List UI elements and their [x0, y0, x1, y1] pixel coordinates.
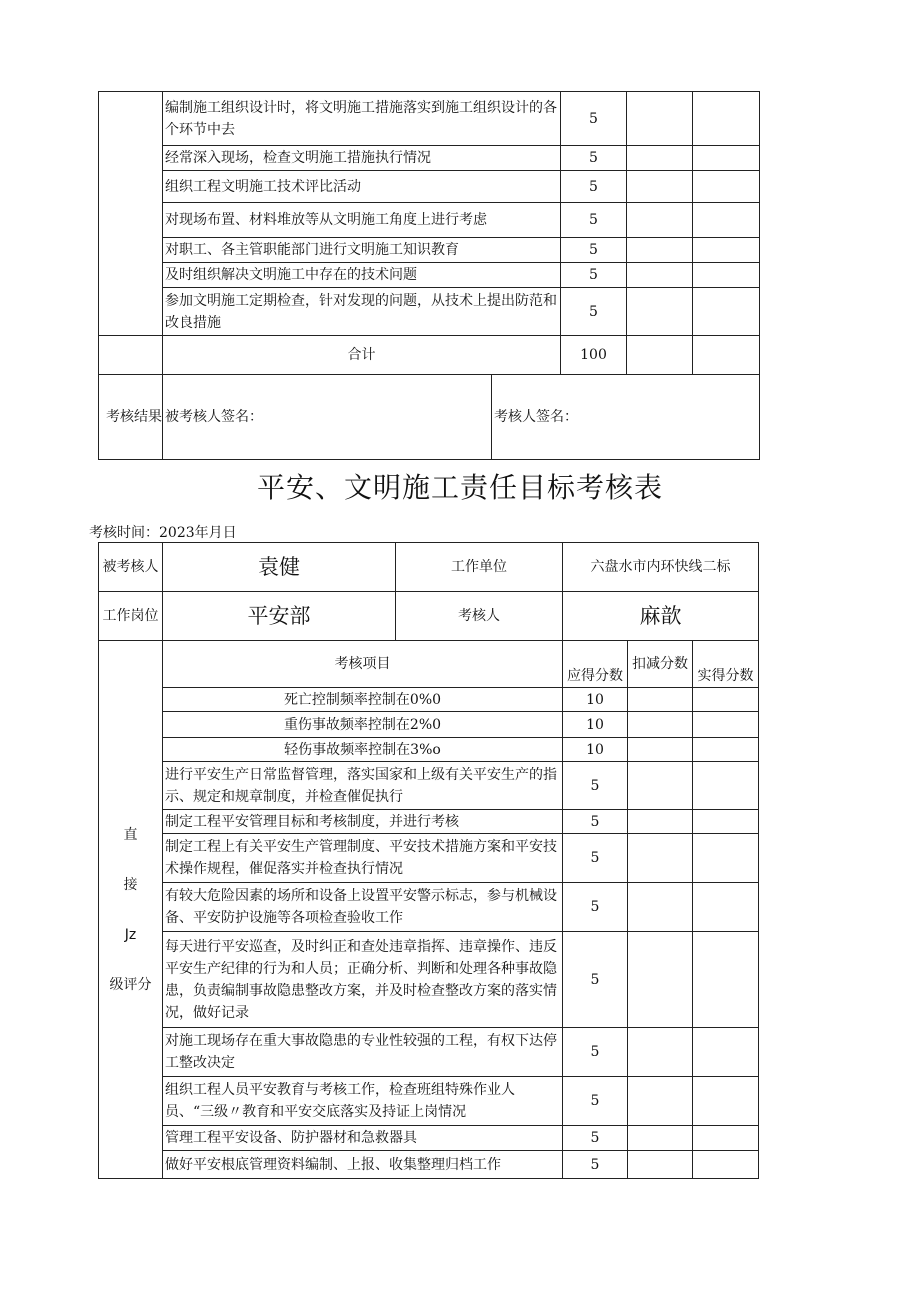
- deduct-cell[interactable]: [628, 738, 693, 762]
- item-text: 轻伤事故频率控制在3%o: [163, 738, 563, 762]
- deduct-cell[interactable]: [628, 1151, 693, 1179]
- item-text: 有较大危险因素的场所和设备上设置平安警示标志，参与机械设备、平安防护设施等各项检查验收工作: [163, 883, 563, 932]
- actual-cell[interactable]: [693, 712, 759, 738]
- actual-cell[interactable]: [693, 238, 760, 263]
- item-text: 制定工程上有关平安生产管理制度、平安技术措施方案和平安技术操作规程，催促落实并检查执行情况: [163, 834, 563, 883]
- item-text: 经常深入现场，检查文明施工措施执行情况: [163, 146, 561, 171]
- item-text: 对职工、各主管职能部门进行文明施工知识教育: [163, 238, 561, 263]
- exam-time: 考核时间：2023年月日: [89, 525, 237, 541]
- examinee-label: 被考核人: [99, 543, 163, 592]
- deduct-cell[interactable]: [627, 92, 693, 146]
- header-actual: 实得分数: [693, 641, 759, 688]
- item-text: 参加文明施工定期检查，针对发现的问题，从技术上提出防范和改良措施: [163, 288, 561, 336]
- actual-cell[interactable]: [693, 834, 759, 883]
- direct-score-label: [99, 641, 163, 1179]
- item-text: 每天进行平安巡查，及时纠正和查处违章指挥、违章操作、违反平安生产纪律的行为和人员；正确分析、判断和处理各种事故隐患，负责编制事故隐患整改方案，并及时检查整改方案的落实情况，做好记录: [163, 932, 563, 1028]
- item-text: 做好平安根底管理资料编制、上报、收集整理归档工作: [163, 1151, 563, 1179]
- deduct-cell[interactable]: [628, 762, 693, 810]
- actual-cell[interactable]: [693, 263, 760, 288]
- side-char: 级评分: [109, 976, 152, 993]
- deduct-cell[interactable]: [627, 263, 693, 288]
- item-text: 组织工程人员平安教育与考核工作，检查班组特殊作业人员、“三级〃教育和平安交底落实及持证上岗情况: [163, 1077, 563, 1126]
- actual-cell[interactable]: [693, 288, 760, 336]
- item-score: 5: [563, 883, 628, 932]
- deduct-cell[interactable]: [628, 810, 693, 834]
- actual-cell[interactable]: [693, 1126, 759, 1151]
- deduct-cell[interactable]: [627, 203, 693, 238]
- examinee-signature[interactable]: 被考核人签名：: [163, 375, 492, 460]
- item-score: 5: [563, 762, 628, 810]
- deduct-cell[interactable]: [628, 834, 693, 883]
- deduct-cell[interactable]: [627, 238, 693, 263]
- top-assessment-table: [98, 91, 760, 460]
- side-char: Jz: [124, 926, 137, 943]
- deduct-cell[interactable]: [628, 932, 693, 1028]
- result-label: 考核结果: [99, 375, 163, 460]
- examiner-label: 考核人: [396, 592, 563, 641]
- side-char: 直: [123, 826, 138, 843]
- deduct-cell[interactable]: [627, 288, 693, 336]
- actual-cell[interactable]: [693, 932, 759, 1028]
- actual-cell[interactable]: [693, 883, 759, 932]
- actual-cell[interactable]: [693, 203, 760, 238]
- deduct-cell[interactable]: [628, 1126, 693, 1151]
- item-score: 5: [561, 263, 627, 288]
- item-score: 5: [563, 1077, 628, 1126]
- item-score: 5: [563, 932, 628, 1028]
- post-label: 工作岗位: [99, 592, 163, 641]
- header-item: 考核项目: [163, 641, 563, 688]
- actual-cell[interactable]: [693, 688, 759, 712]
- actual-cell[interactable]: [693, 762, 759, 810]
- actual-cell[interactable]: [693, 146, 760, 171]
- actual-cell[interactable]: [693, 92, 760, 146]
- item-score: 5: [561, 92, 627, 146]
- actual-cell[interactable]: [693, 1077, 759, 1126]
- item-score: 5: [563, 810, 628, 834]
- item-text: 对施工现场存在重大事故隐患的专业性较强的工程，有权下达停工整改决定: [163, 1028, 563, 1077]
- deduct-cell[interactable]: [628, 1077, 693, 1126]
- header-deduct: 扣减分数: [628, 641, 693, 688]
- deduct-cell[interactable]: [628, 883, 693, 932]
- item-text: 管理工程平安设备、防护器材和急救器具: [163, 1126, 563, 1151]
- deduct-cell[interactable]: [628, 712, 693, 738]
- left-blank-cell: [99, 336, 163, 375]
- actual-cell[interactable]: [693, 738, 759, 762]
- item-score: 5: [561, 203, 627, 238]
- unit-label: 工作单位: [396, 543, 563, 592]
- item-score: 5: [563, 1126, 628, 1151]
- item-text: 组织工程文明施工技术评比活动: [163, 171, 561, 203]
- safety-assessment-table: [98, 542, 759, 1179]
- actual-total-cell[interactable]: [693, 336, 760, 375]
- actual-cell[interactable]: [693, 1028, 759, 1077]
- deduct-cell[interactable]: [628, 688, 693, 712]
- deduct-total-cell[interactable]: [627, 336, 693, 375]
- item-text: 重伤事故频率控制在2%0: [163, 712, 563, 738]
- item-text: 进行平安生产日常监督管理，落实国家和上级有关平安生产的指示、规定和规章制度，并检查催促执行: [163, 762, 563, 810]
- page-title: 平安、文明施工责任目标考核表: [256, 471, 663, 504]
- examiner-signature[interactable]: 考核人签名：: [492, 375, 760, 460]
- left-blank-cell: [99, 92, 163, 336]
- item-text: 制定工程平安管理目标和考核制度，并进行考核: [163, 810, 563, 834]
- item-text: 死亡控制频率控制在0%0: [163, 688, 563, 712]
- total-value: 100: [561, 336, 627, 375]
- item-score: 5: [561, 171, 627, 203]
- side-char: 接: [123, 876, 138, 893]
- post-value: 平安部: [163, 592, 396, 641]
- deduct-cell[interactable]: [628, 1028, 693, 1077]
- item-score: 5: [563, 834, 628, 883]
- item-text: 及时组织解决文明施工中存在的技术问题: [163, 263, 561, 288]
- deduct-cell[interactable]: [627, 171, 693, 203]
- item-score: 10: [563, 688, 628, 712]
- item-score: 10: [563, 738, 628, 762]
- item-score: 5: [561, 238, 627, 263]
- examiner-value: 麻歆: [563, 592, 759, 641]
- actual-cell[interactable]: [693, 810, 759, 834]
- item-score: 5: [563, 1151, 628, 1179]
- total-label: 合计: [163, 336, 561, 375]
- item-score: 10: [563, 712, 628, 738]
- item-score: 5: [561, 146, 627, 171]
- unit-value: 六盘水市内环快线二标: [563, 543, 759, 592]
- item-score: 5: [561, 288, 627, 336]
- examinee-value: 袁健: [163, 543, 396, 592]
- header-due: 应得分数: [563, 641, 628, 688]
- deduct-cell[interactable]: [627, 146, 693, 171]
- item-text: 对现场布置、材料堆放等从文明施工角度上进行考虑: [163, 203, 561, 238]
- item-score: 5: [563, 1028, 628, 1077]
- actual-cell[interactable]: [693, 171, 760, 203]
- actual-cell[interactable]: [693, 1151, 759, 1179]
- item-text: 编制施工组织设计时，将文明施工措施落实到施工组织设计的各个环节中去: [163, 92, 561, 146]
